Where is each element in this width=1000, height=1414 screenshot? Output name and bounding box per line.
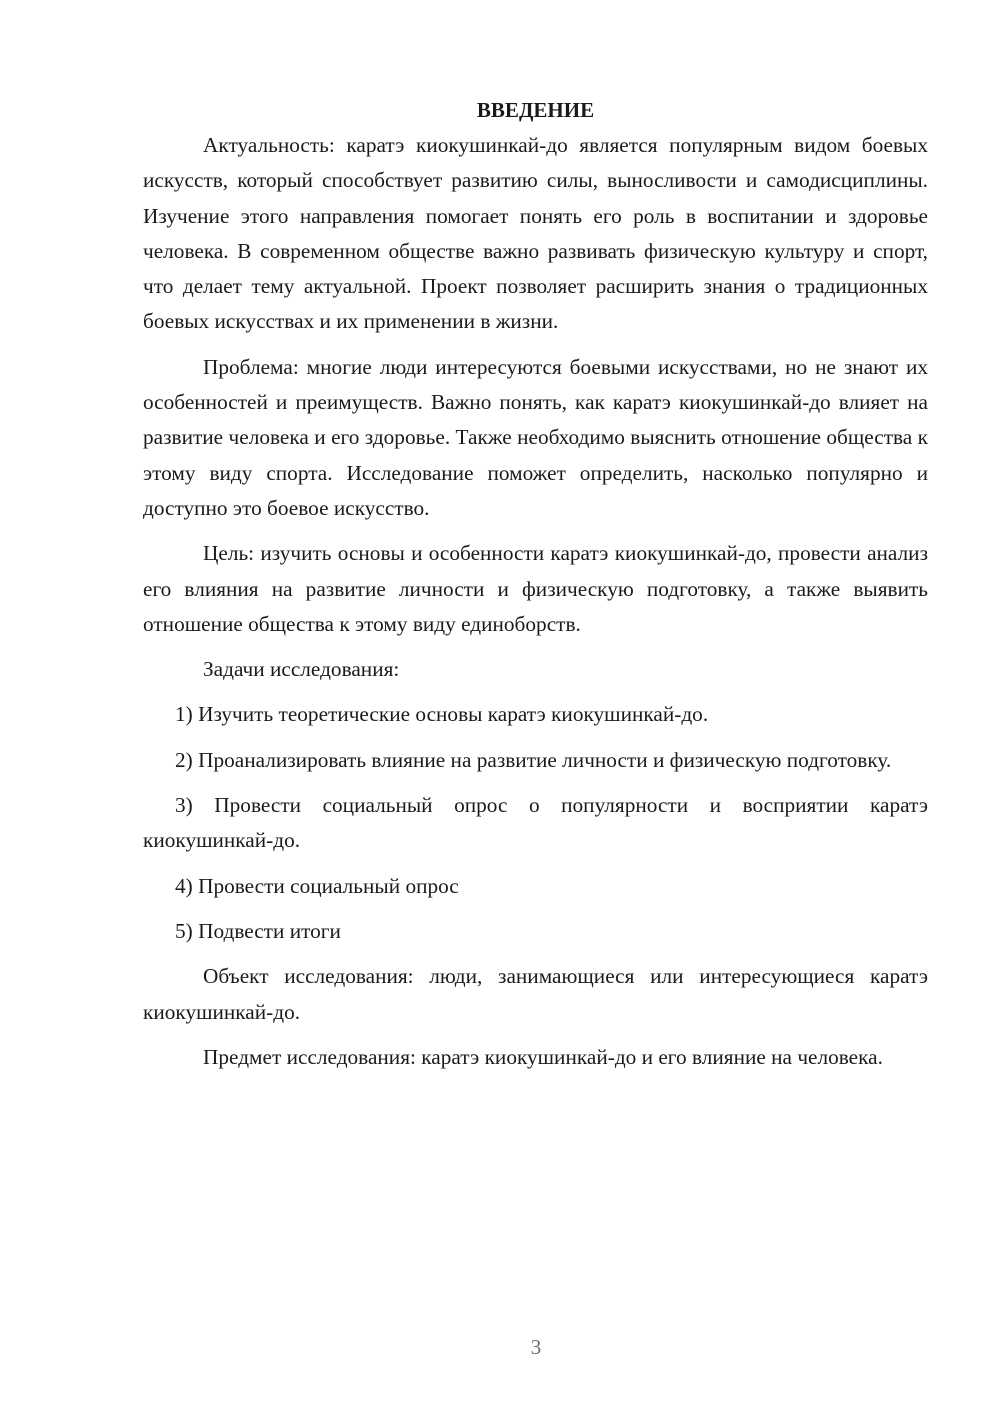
- tasks-title: Задачи исследования:: [203, 657, 400, 682]
- goal-paragraph: Цель: изучить основы и особенности каратэ киокушинкай-до, провести анализ его влияния на развитие личности и физическую подготовку, а также выявить отношение общества к этому виду единоборств.: [143, 541, 928, 636]
- object-paragraph: Объект исследования: люди, занимающиеся или интересующиеся каратэ киокушинкай-до.: [143, 964, 928, 1024]
- tasks-list: [143, 697, 928, 949]
- subject-paragraph: Предмет исследования: каратэ киокушинкай-до и его влияние на человека.: [203, 1044, 883, 1069]
- section-heading: ВВЕДЕНИЕ: [476, 98, 595, 122]
- task-item-4: 4) Провести социальный опрос: [175, 873, 459, 898]
- relevance-paragraph: Актуальность: каратэ киокушинкай-до является популярным видом боевых искусств, который способствует развитию силы, выносливости и самодисциплины. Изучение этого направления помогает понять его роль в воспитании и здоровье человека. В современном обществе важно развивать физическую культуру и спорт, что делает тему актуальной. Проект позволяет расширить знания о традиционных боевых искусствах и их применении в жизни.: [143, 133, 928, 334]
- task-item-2: 2) Проанализировать влияние на развитие личности и физическую подготовку.: [175, 747, 892, 772]
- task-item-3: 3) Провести социальный опрос о популярности и восприятии каратэ киокушинкай-до.: [143, 793, 928, 853]
- problem-paragraph: Проблема: многие люди интересуются боевыми искусствами, но не знают их особенностей и преимуществ. Важно понять, как каратэ киокушинкай-до влияет на развитие человека и его здоровье. Также необходимо выяснить отношение общества к этому виду спорта. Исследование поможет определить, насколько популярно и доступно это боевое искусство.: [143, 354, 928, 520]
- task-item-1: 1) Изучить теоретические основы каратэ киокушинкай-до.: [175, 702, 709, 727]
- document-body: [143, 92, 928, 1085]
- task-item-5: 5) Подвести итоги: [175, 918, 341, 943]
- page-number: 3: [530, 1335, 542, 1359]
